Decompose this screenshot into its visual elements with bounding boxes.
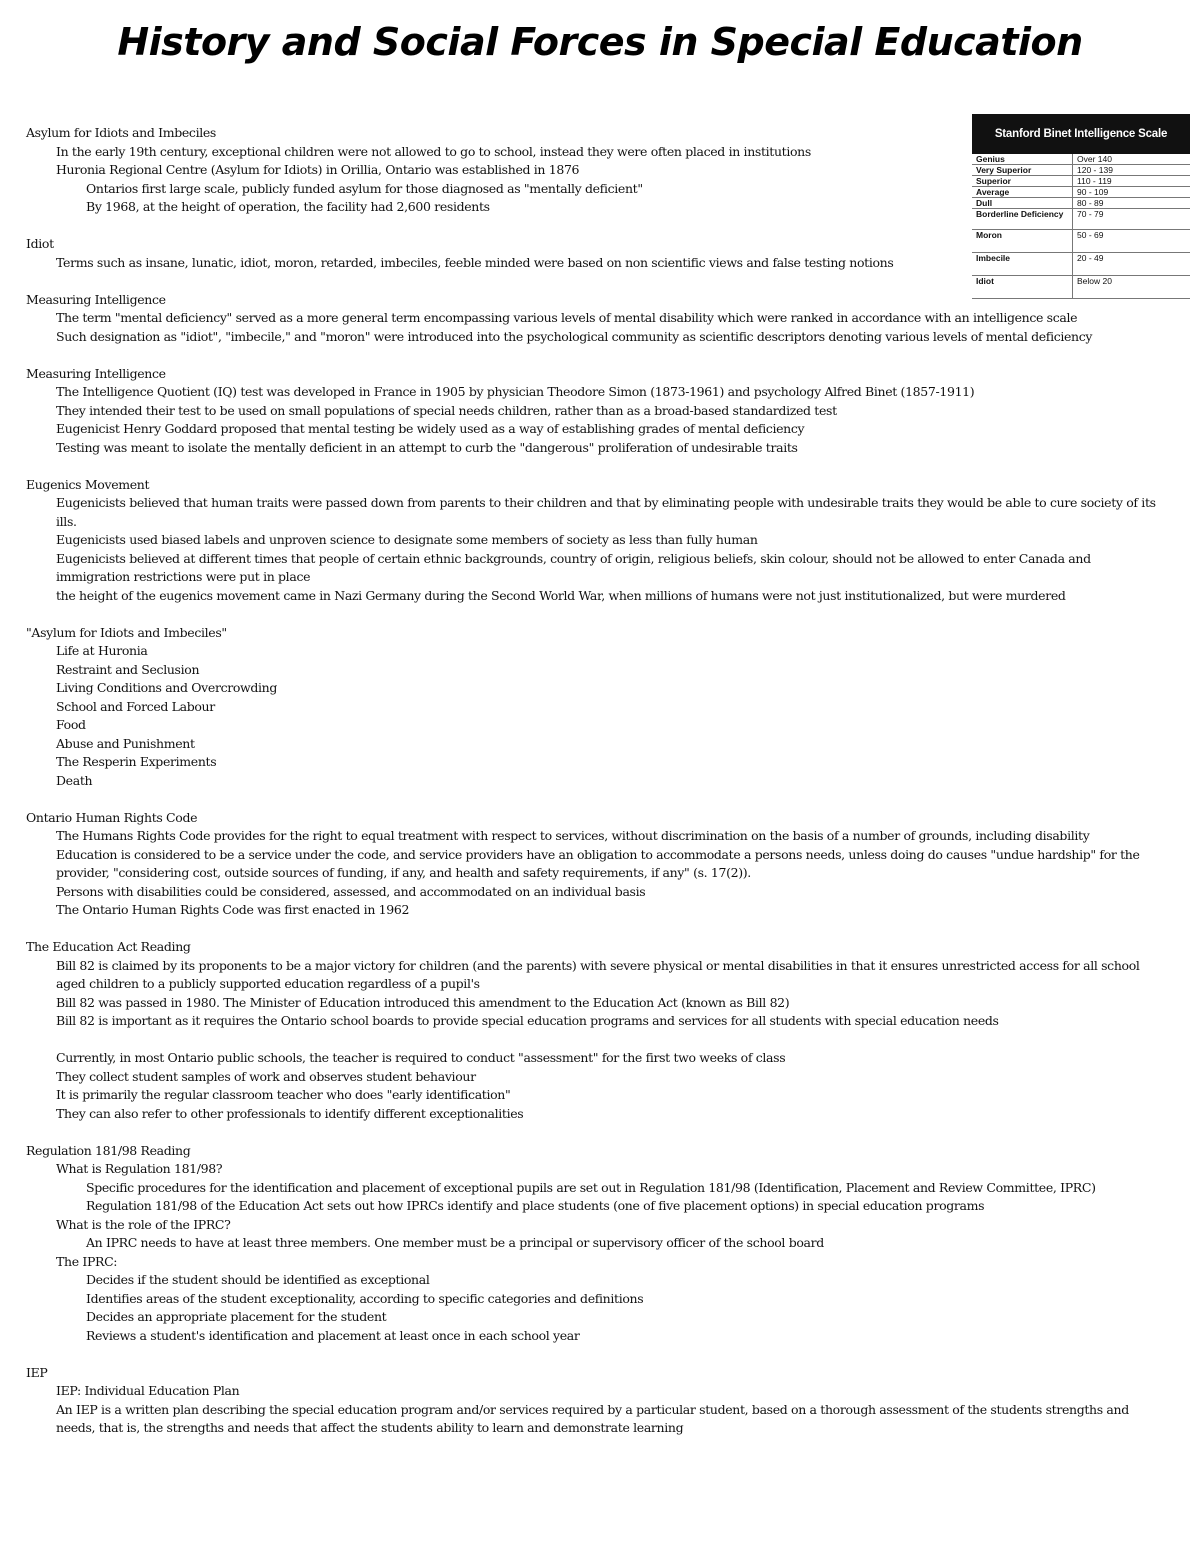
section-heading: Measuring Intelligence <box>26 291 166 307</box>
scale-label: Idiot <box>972 276 1073 298</box>
paragraph-gap <box>26 1031 1166 1050</box>
bullet-line: Education is considered to be a service under the code, and service providers have an obligation to accommodate a persons needs, unless doing do causes "undue hardship" for the provider, "considering cost, outside sources of funding, if any, and health and safety requirements, if any" (s. 17(2)). <box>56 846 1140 880</box>
sub-bullet-line: Decides if the student should be identified as exceptional <box>86 1272 430 1287</box>
bullet-line: Eugenicists used biased labels and unproven science to designate some members of society as less than fully human <box>56 532 758 547</box>
section-heading: Eugenics Movement <box>26 476 150 492</box>
scale-label: Average <box>972 187 1073 197</box>
scale-label: Imbecile <box>972 253 1073 275</box>
bullet-line: Death <box>56 772 93 788</box>
scale-range: 50 - 69 <box>1077 230 1104 240</box>
bullet-line: Restraint and Seclusion <box>56 661 200 677</box>
bullet-line: Terms such as insane, lunatic, idiot, moron, retarded, imbeciles, feeble minded were based on non scientific views and false testing notions <box>56 254 894 270</box>
section-gap <box>26 1123 1166 1142</box>
bullet-line: Currently, in most Ontario public schools, the teacher is required to conduct "assessment" for the first two weeks of class <box>56 1050 786 1065</box>
bullet-line: The Intelligence Quotient (IQ) test was developed in France in 1905 by physician Theodore Simon (1873-1961) and psychology Alfred Binet (1857-1911) <box>56 384 975 399</box>
sub-bullet-line: Identifies areas of the student exceptionality, according to specific categories and definitions <box>86 1290 644 1306</box>
bullet-line: Persons with disabilities could be considered, assessed, and accommodated on an individual basis <box>56 883 646 899</box>
bullet-line: Life at Huronia <box>56 643 148 658</box>
section-heading: Asylum for Idiots and Imbeciles <box>26 125 216 140</box>
notes-body <box>26 124 1166 1438</box>
bullet-line: The Resperin Experiments <box>56 754 217 769</box>
sub-bullet-line: Regulation 181/98 of the Education Act sets out how IPRCs identify and place students (one of five placement options) in special education programs <box>86 1198 985 1213</box>
section-gap <box>26 1345 1166 1364</box>
section-heading: Regulation 181/98 Reading <box>26 1142 191 1158</box>
section-heading: Idiot <box>26 236 54 251</box>
scale-range: 110 - 119 <box>1077 176 1112 186</box>
sub-bullet-line: Ontarios first large scale, publicly funded asylum for those diagnosed as "mentally deficient" <box>86 180 643 196</box>
bullet-line: The Ontario Human Rights Code was first enacted in 1962 <box>56 902 410 917</box>
bullet-line: What is the role of the IPRC? <box>56 1216 231 1232</box>
bullet-line: Bill 82 was passed in 1980. The Minister of Education introduced this amendment to the Education Act (known as Bill 82) <box>56 994 790 1010</box>
scale-label: Borderline Deficiency <box>972 209 1073 229</box>
section-gap <box>26 346 1166 365</box>
scale-label: Moron <box>972 230 1073 252</box>
scale-range: 80 - 89 <box>1077 198 1104 208</box>
section-gap <box>26 457 1166 476</box>
section-heading: "Asylum for Idiots and Imbeciles" <box>26 624 227 640</box>
section-heading: IEP <box>26 1364 48 1380</box>
section-gap <box>26 790 1166 809</box>
sub-bullet-line: An IPRC needs to have at least three members. One member must be a principal or supervisory officer of the school board <box>86 1235 824 1250</box>
scale-range: Below 20 <box>1077 276 1112 286</box>
sub-bullet-line: Specific procedures for the identification and placement of exceptional pupils are set out in Regulation 181/98 (Identification, Placement and Review Committee, IPRC) <box>86 1179 1096 1195</box>
scale-label: Dull <box>972 198 1073 208</box>
scale-label: Superior <box>972 176 1073 186</box>
bullet-line: Bill 82 is important as it requires the Ontario school boards to provide special education programs and services for all students with special education needs <box>56 1013 999 1028</box>
section-heading: The Education Act Reading <box>26 939 191 954</box>
section-heading: Ontario Human Rights Code <box>26 809 198 825</box>
bullet-line: In the early 19th century, exceptional children were not allowed to go to school, instead they were often placed in institutions <box>56 143 811 159</box>
bullet-line: Eugenicist Henry Goddard proposed that mental testing be widely used as a way of establishing grades of mental deficiency <box>56 421 805 436</box>
bullet-line: The Humans Rights Code provides for the right to equal treatment with respect to services, without discrimination on the basis of a number of grounds, including disability <box>56 828 1090 843</box>
section-gap <box>26 920 1166 939</box>
scale-table-header: Stanford Binet Intelligence Scale <box>972 114 1190 154</box>
scale-range: 70 - 79 <box>1077 209 1104 219</box>
bullet-line: Bill 82 is claimed by its proponents to be a major victory for children (and the parents) with severe physical or mental disabilities in that it ensures unrestricted access for all school aged children to a publicly supported education regardless of a pupil's <box>56 957 1140 991</box>
sub-bullet-line: Reviews a student's identification and placement at least once in each school year <box>86 1327 580 1343</box>
bullet-line: Testing was meant to isolate the mentally deficient in an attempt to curb the "dangerous" proliferation of undesirable traits <box>56 439 798 455</box>
bullet-line: Eugenicists believed at different times that people of certain ethnic backgrounds, country of origin, religious beliefs, skin colour, should not be allowed to enter Canada and immigration restrictions were put in place <box>56 550 1091 584</box>
bullet-line: What is Regulation 181/98? <box>56 1161 223 1176</box>
bullet-line: IEP: Individual Education Plan <box>56 1383 240 1398</box>
bullet-line: It is primarily the regular classroom teacher who does "early identification" <box>56 1087 511 1102</box>
scale-range: Over 140 <box>1077 154 1112 164</box>
bullet-line: Eugenicists believed that human traits were passed down from parents to their children and that by eliminating people with undesirable traits they would be able to cure society of its ills. <box>56 495 1156 529</box>
bullet-line: Such designation as "idiot", "imbecile," and "moron" were introduced into the psychological community as scientific descriptors denoting various levels of mental deficiency <box>56 328 1093 344</box>
scale-range: 90 - 109 <box>1077 187 1109 197</box>
bullet-line: Food <box>56 717 86 732</box>
page-title: History and Social Forces in Special Education <box>117 20 1083 64</box>
scale-label: Very Superior <box>972 165 1073 175</box>
bullet-line: Abuse and Punishment <box>56 735 195 751</box>
bullet-line: They intended their test to be used on small populations of special needs children, rather than as a broad-based standardized test <box>56 402 837 418</box>
bullet-line: They collect student samples of work and observes student behaviour <box>56 1068 476 1084</box>
bullet-line: An IEP is a written plan describing the special education program and/or services required by a particular student, based on a thorough assessment of the students strengths and needs, that is, the strengths and needs that affect the students ability to learn and demonstrate learning <box>56 1401 1129 1435</box>
bullet-line: They can also refer to other professionals to identify different exceptionalities <box>56 1105 524 1121</box>
section-heading: Measuring Intelligence <box>26 365 166 381</box>
bullet-line: School and Forced Labour <box>56 698 215 714</box>
bullet-line: Huronia Regional Centre (Asylum for Idiots) in Orillia, Ontario was established in 1876 <box>56 162 580 177</box>
sub-bullet-line: By 1968, at the height of operation, the facility had 2,600 residents <box>86 199 490 214</box>
bullet-line: The term "mental deficiency" served as a more general term encompassing various levels of mental disability which were ranked in accordance with an intelligence scale <box>56 310 1078 325</box>
scale-range: 120 - 139 <box>1077 165 1113 175</box>
bullet-line: the height of the eugenics movement came in Nazi Germany during the Second World War, when millions of humans were not just institutionalized, but were murdered <box>56 587 1066 603</box>
bullet-line: Living Conditions and Overcrowding <box>56 680 278 695</box>
section-gap <box>26 217 1166 236</box>
sub-bullet-line: Decides an appropriate placement for the student <box>86 1309 387 1324</box>
section-gap <box>26 605 1166 624</box>
section-gap <box>26 272 1166 291</box>
scale-range: 20 - 49 <box>1077 253 1104 263</box>
bullet-line: The IPRC: <box>56 1253 118 1269</box>
scale-label: Genius <box>972 154 1073 164</box>
